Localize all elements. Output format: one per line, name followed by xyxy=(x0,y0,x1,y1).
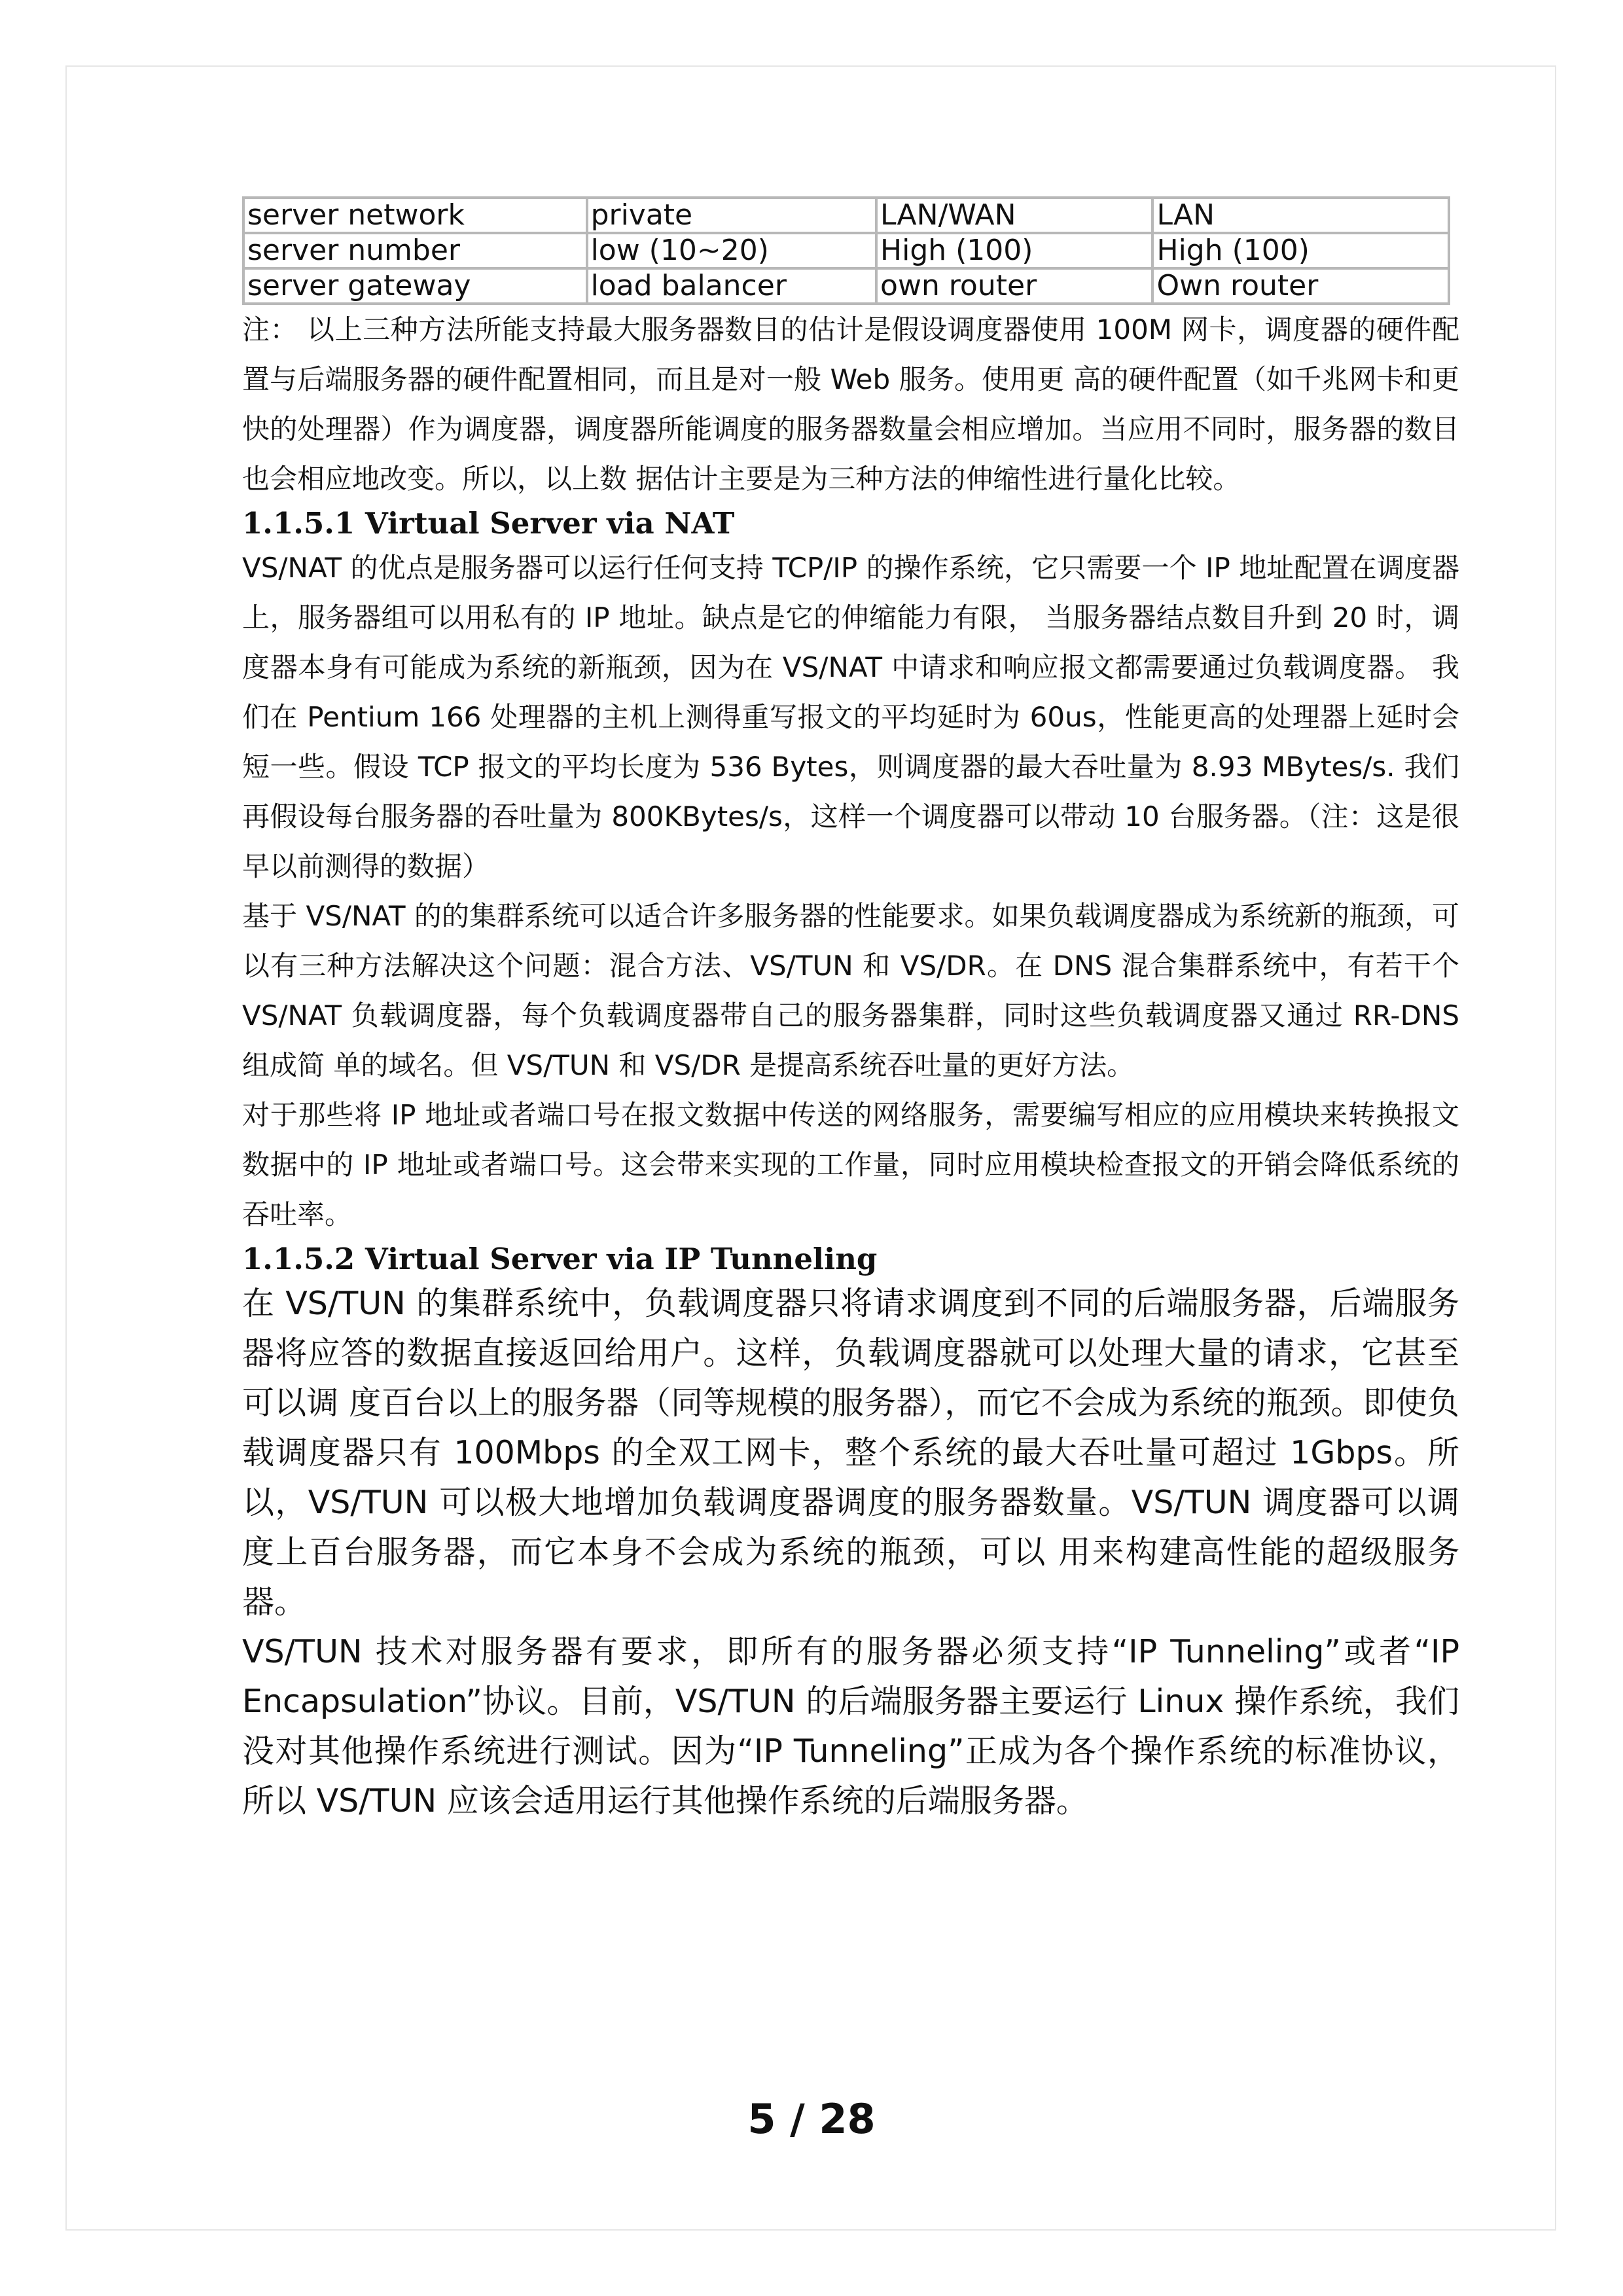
paragraph: 基于 VS/NAT 的的集群系统可以适合许多服务器的性能要求。如果负载调度器成为系统新的瓶颈，可以有三种方法解决这个问题：混合方法、VS/TUN 和 VS/DR。在 DNS 混合集群系统中，有若干个 VS/NAT 负载调度器，每个负载调度器带自己的服务器集群，同时这些负载调度器又通过 RR-DNS 组成简 单的域名。但 VS/TUN 和 VS/DR 是提高系统吞吐量的更好方法。 xyxy=(242,900,1459,1081)
table-cell: own router xyxy=(876,268,1152,304)
table-cell: server number xyxy=(243,233,587,268)
table-cell: server network xyxy=(243,198,587,233)
table-note: 注： 以上三种方法所能支持最大服务器数目的估计是假设调度器使用 100M 网卡，调度器的硬件配置与后端服务器的硬件配置相同，而且是对一般 Web 服务。使用更 高的硬件配置（如千兆网卡和更快的处理器）作为调度器，调度器所能调度的服务器数量会相应增加。当应用不同时，服务器的数目也会相应地改变。所以，以上数 据估计主要是为三种方法的伸缩性进行量化比较。 xyxy=(242,314,1459,495)
table-cell: server gateway xyxy=(243,268,587,304)
page-number: 5 / 28 xyxy=(747,2095,876,2143)
paragraph: VS/NAT 的优点是服务器可以运行任何支持 TCP/IP 的操作系统，它只需要一个 IP 地址配置在调度器上，服务器组可以用私有的 IP 地址。缺点是它的伸缩能力有限， 当服务器结点数目升到 20 时，调度器本身有可能成为系统的新瓶颈，因为在 VS/NAT 中请求和响应报文都需要通过负载调度器。 我们在 Pentium 166 处理器的主机上测得重写报文的平均延时为 60us，性能更高的处理器上延时会短一些。假设 TCP 报文的平均长度为 536 Bytes，则调度器的最大吞吐量为 8.93 MBytes/s. 我们再假设每台服务器的吞吐量为 800KBytes/s，这样一个调度器可以带动 10 台服务器。（注：这是很早以前测得的数据） xyxy=(242,552,1459,882)
table-cell: High (100) xyxy=(1152,233,1449,268)
section-heading-nat: 1.1.5.1 Virtual Server via NAT xyxy=(242,506,735,541)
table-cell: LAN/WAN xyxy=(876,198,1152,233)
comparison-table xyxy=(242,196,1450,305)
paragraph: 在 VS/TUN 的集群系统中，负载调度器只将请求调度到不同的后端服务器，后端服务器将应答的数据直接返回给用户。这样，负载调度器就可以处理大量的请求，它甚至可以调 度百台以上的服务器（同等规模的服务器），而它不会成为系统的瓶颈。即使负载调度器只有 100Mbps 的全双工网卡，整个系统的最大吞吐量可超过 1Gbps。所以，VS/TUN 可以极大地增加负载调度器调度的服务器数量。VS/TUN 调度器可以调度上百台服务器，而它本身不会成为系统的瓶颈，可以 用来构建高性能的超级服务器。 xyxy=(242,1285,1459,1621)
table-cell: Own router xyxy=(1152,268,1449,304)
document-body xyxy=(242,196,1459,1826)
table-row xyxy=(243,233,1449,268)
paragraph: VS/TUN 技术对服务器有要求，即所有的服务器必须支持“IP Tunneling”或者“IP Encapsulation”协议。目前，VS/TUN 的后端服务器主要运行 Linux 操作系统，我们没对其他操作系统进行测试。因为“IP Tunneling”正成为各个操作系统的标准协议，所以 VS/TUN 应该会适用运行其他操作系统的后端服务器。 xyxy=(242,1633,1459,1820)
table-cell: High (100) xyxy=(876,233,1152,268)
paragraph: 对于那些将 IP 地址或者端口号在报文数据中传送的网络服务，需要编写相应的应用模块来转换报文数据中的 IP 地址或者端口号。这会带来实现的工作量，同时应用模块检查报文的开销会降低系统的吞吐率。 xyxy=(242,1099,1459,1230)
table-cell: load balancer xyxy=(587,268,876,304)
table-cell: private xyxy=(587,198,876,233)
table-cell: LAN xyxy=(1152,198,1449,233)
section-heading-tunneling: 1.1.5.2 Virtual Server via IP Tunneling xyxy=(242,1242,878,1276)
table-row xyxy=(243,268,1449,304)
table-row xyxy=(243,198,1449,233)
table-cell: low (10~20) xyxy=(587,233,876,268)
